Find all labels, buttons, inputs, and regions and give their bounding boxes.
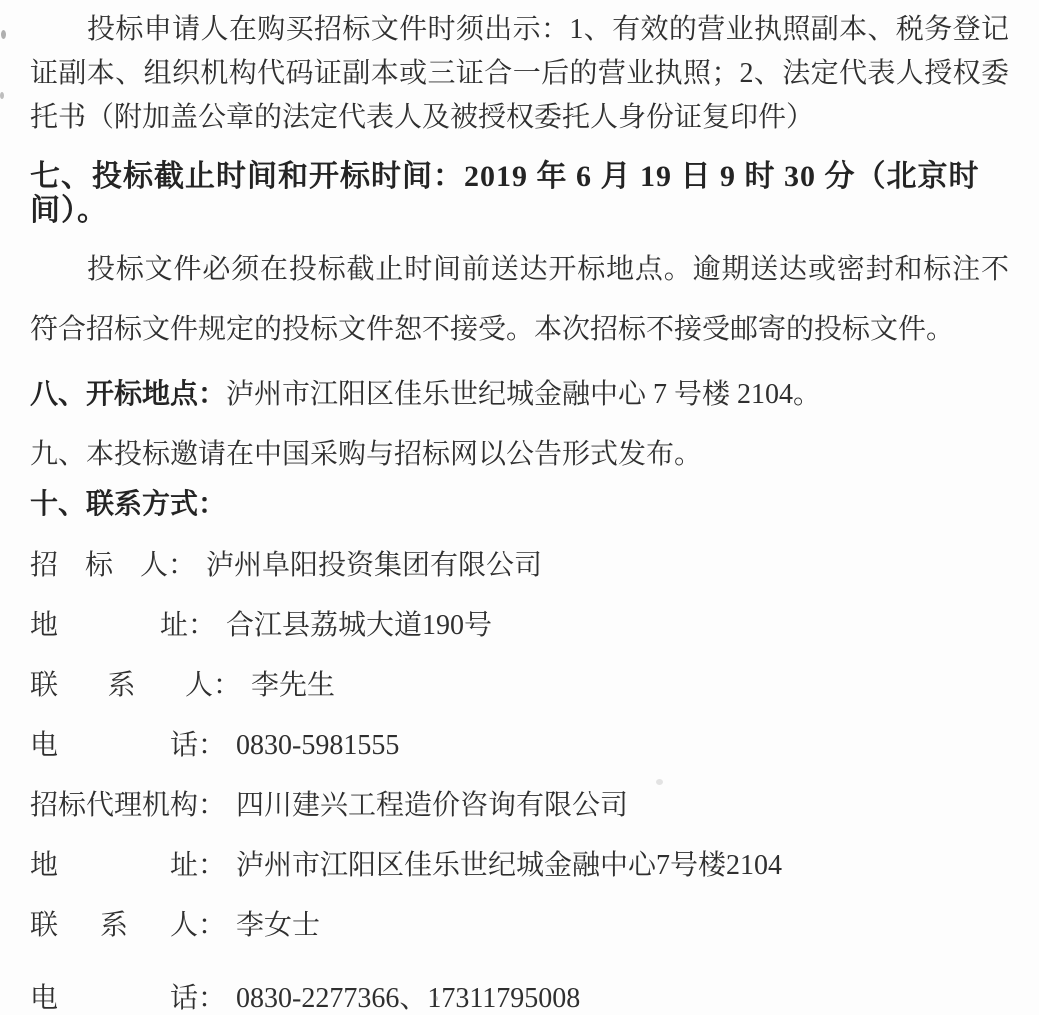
contact-label: 地址 [30, 850, 198, 881]
contact-label: 招标人 [30, 550, 168, 581]
contact-label: 联系人 [30, 910, 198, 941]
contact-value: 0830-2277366、17311795008 [236, 983, 581, 1014]
section-7-body: 投标文件必须在投标截止时间前送达开标地点。逾期送达或密封和标注不符合招标文件规定的投标文件恕不接受。本次招标不接受邮寄的投标文件。 [30, 254, 1009, 345]
contact-list [30, 544, 1009, 1015]
section-9-line: 九、本投标邀请在中国采购与招标网以公告形式发布。 [30, 439, 703, 470]
section-8-label: 八、开标地点： [30, 379, 227, 410]
contact-value: 泸州市江阳区佳乐世纪城金融中心7号楼2104 [236, 850, 783, 881]
contact-row [30, 544, 1009, 588]
contact-label: 电话 [30, 983, 198, 1014]
contact-colon: ： [168, 550, 197, 581]
contact-row [30, 724, 1009, 768]
contact-value: 合江县荔城大道190号 [226, 610, 493, 641]
contact-colon: ： [198, 850, 227, 881]
contact-row [30, 784, 1009, 828]
contact-value: 0830-5981555 [236, 730, 400, 761]
scan-speck [0, 92, 4, 99]
contact-row [30, 904, 1009, 948]
scan-speck [656, 779, 663, 785]
contact-colon: ： [198, 730, 227, 761]
contact-value: 四川建兴工程造价咨询有限公司 [236, 790, 629, 821]
section-8-value: 泸州市江阳区佳乐世纪城金融中心 7 号楼 2104。 [226, 379, 822, 410]
contact-colon: ： [188, 610, 217, 641]
section-7-heading: 七、投标截止时间和开标时间：2019 年 6 月 19 日 9 时 30 分（北京时间）。 [30, 160, 980, 227]
contact-colon: ： [198, 983, 227, 1014]
contact-colon: ： [198, 790, 227, 821]
contact-colon: ： [213, 670, 242, 701]
contact-value: 李先生 [251, 670, 336, 701]
section-10-heading: 十、联系方式： [30, 489, 227, 520]
contact-label: 联系人 [30, 670, 213, 701]
contact-row [30, 604, 1009, 648]
contact-label: 招标代理机构 [30, 790, 199, 821]
scan-speck [1, 30, 6, 39]
contact-label: 地址 [30, 610, 188, 641]
intro-paragraph: 投标申请人在购买招标文件时须出示：1、有效的营业执照副本、税务登记证副本、组织机构代码证副本或三证合一后的营业执照；2、法定代表人授权委托书（附加盖公章的法定代表人及被授权委托人身份证复印件） [30, 14, 1009, 133]
contact-row [30, 664, 1009, 708]
contact-value: 泸州阜阳投资集团有限公司 [206, 550, 543, 581]
contact-value: 李女士 [236, 910, 321, 941]
contact-row [30, 844, 1009, 888]
contact-label: 电话 [30, 730, 198, 761]
scan-speck [434, 996, 438, 1001]
section-8-line [30, 378, 1009, 412]
contact-row [30, 977, 1009, 1015]
contact-colon: ： [198, 910, 227, 941]
